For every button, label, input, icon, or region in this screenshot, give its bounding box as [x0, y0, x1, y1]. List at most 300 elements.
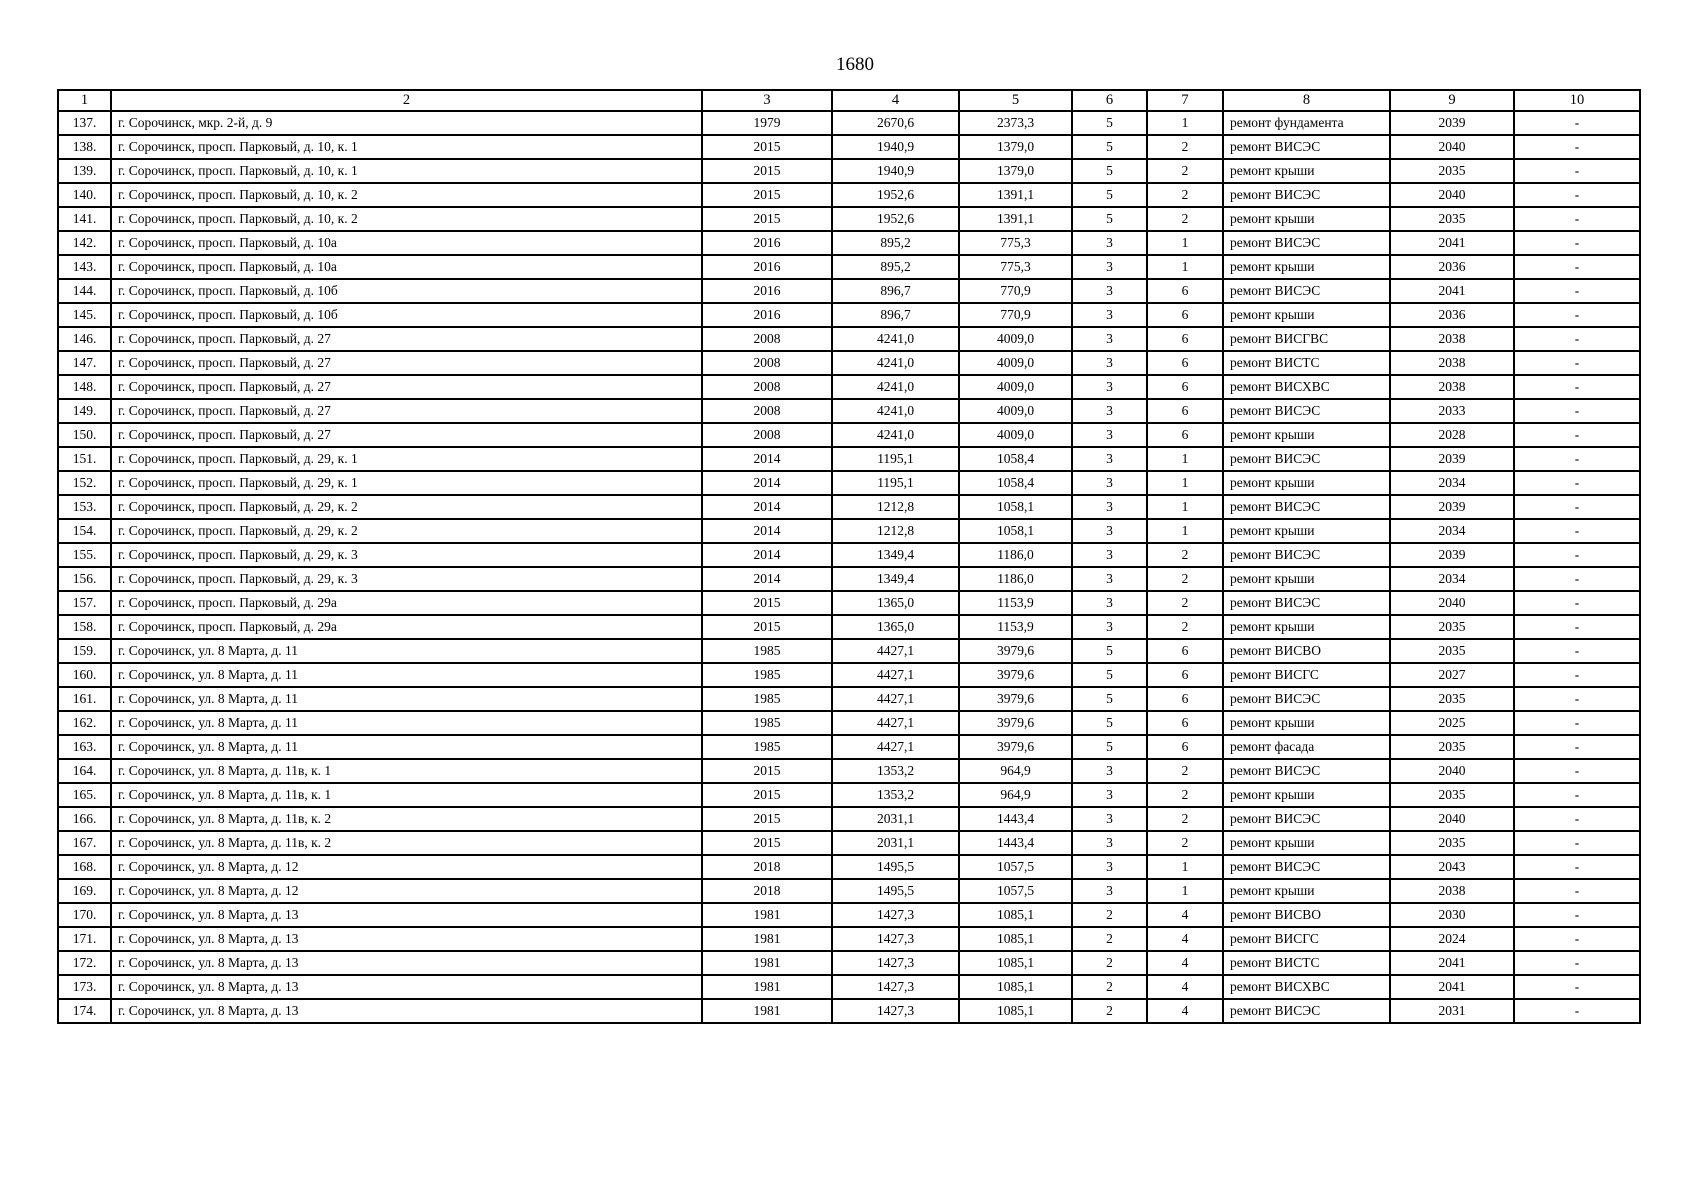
cell-year-built: 2015 — [702, 831, 832, 855]
cell-address: г. Сорочинск, ул. 8 Марта, д. 11 — [111, 687, 702, 711]
column-header-8: 8 — [1223, 90, 1390, 111]
cell-year-built: 2016 — [702, 303, 832, 327]
cell-address: г. Сорочинск, просп. Парковый, д. 10, к. 1 — [111, 159, 702, 183]
cell-year-built: 2016 — [702, 279, 832, 303]
cell-planned-year: 2035 — [1390, 615, 1514, 639]
cell-address: г. Сорочинск, просп. Парковый, д. 27 — [111, 375, 702, 399]
cell-year-built: 2018 — [702, 855, 832, 879]
cell-living-area: 1443,4 — [959, 831, 1072, 855]
cell-floors: 3 — [1072, 519, 1147, 543]
cell-work-type: ремонт ВИСВО — [1223, 903, 1390, 927]
cell-address: г. Сорочинск, просп. Парковый, д. 29, к. 1 — [111, 471, 702, 495]
cell-living-area: 1058,4 — [959, 471, 1072, 495]
cell-living-area: 1085,1 — [959, 975, 1072, 999]
cell-work-type: ремонт ВИСЭС — [1223, 855, 1390, 879]
cell-note: - — [1514, 903, 1640, 927]
cell-planned-year: 2031 — [1390, 999, 1514, 1023]
cell-address: г. Сорочинск, просп. Парковый, д. 27 — [111, 327, 702, 351]
cell-year-built: 2008 — [702, 423, 832, 447]
cell-total-area: 4241,0 — [832, 351, 959, 375]
cell-total-area: 4427,1 — [832, 711, 959, 735]
cell-entrances: 2 — [1147, 783, 1223, 807]
cell-entrances: 2 — [1147, 183, 1223, 207]
cell-address: г. Сорочинск, ул. 8 Марта, д. 12 — [111, 855, 702, 879]
cell-work-type: ремонт крыши — [1223, 423, 1390, 447]
cell-work-type: ремонт ВИСЭС — [1223, 687, 1390, 711]
cell-year-built: 2015 — [702, 183, 832, 207]
cell-work-type: ремонт крыши — [1223, 879, 1390, 903]
cell-total-area: 1365,0 — [832, 615, 959, 639]
cell-entrances: 1 — [1147, 447, 1223, 471]
table-row — [58, 207, 1640, 231]
cell-planned-year: 2040 — [1390, 759, 1514, 783]
cell-note: - — [1514, 711, 1640, 735]
cell-year-built: 2014 — [702, 567, 832, 591]
table-row — [58, 999, 1640, 1023]
table-row — [58, 159, 1640, 183]
cell-living-area: 1058,1 — [959, 495, 1072, 519]
cell-row-number: 174. — [58, 999, 111, 1023]
cell-row-number: 140. — [58, 183, 111, 207]
cell-note: - — [1514, 135, 1640, 159]
table-row — [58, 255, 1640, 279]
cell-entrances: 6 — [1147, 303, 1223, 327]
cell-address: г. Сорочинск, ул. 8 Марта, д. 11в, к. 2 — [111, 807, 702, 831]
cell-year-built: 1981 — [702, 999, 832, 1023]
cell-planned-year: 2035 — [1390, 783, 1514, 807]
cell-entrances: 1 — [1147, 495, 1223, 519]
cell-floors: 3 — [1072, 615, 1147, 639]
cell-living-area: 1085,1 — [959, 999, 1072, 1023]
cell-year-built: 1985 — [702, 711, 832, 735]
cell-work-type: ремонт крыши — [1223, 519, 1390, 543]
cell-address: г. Сорочинск, просп. Парковый, д. 10, к. 2 — [111, 207, 702, 231]
cell-floors: 3 — [1072, 831, 1147, 855]
cell-entrances: 2 — [1147, 135, 1223, 159]
cell-entrances: 4 — [1147, 951, 1223, 975]
cell-work-type: ремонт ВИСТС — [1223, 951, 1390, 975]
cell-entrances: 1 — [1147, 519, 1223, 543]
cell-note: - — [1514, 111, 1640, 135]
cell-planned-year: 2041 — [1390, 975, 1514, 999]
cell-address: г. Сорочинск, ул. 8 Марта, д. 13 — [111, 975, 702, 999]
cell-planned-year: 2040 — [1390, 183, 1514, 207]
cell-floors: 5 — [1072, 687, 1147, 711]
cell-entrances: 2 — [1147, 615, 1223, 639]
cell-work-type: ремонт ВИСГС — [1223, 927, 1390, 951]
cell-year-built: 1985 — [702, 639, 832, 663]
table-row — [58, 807, 1640, 831]
cell-floors: 3 — [1072, 399, 1147, 423]
table-row — [58, 375, 1640, 399]
cell-entrances: 6 — [1147, 327, 1223, 351]
cell-address: г. Сорочинск, ул. 8 Марта, д. 11в, к. 1 — [111, 783, 702, 807]
cell-note: - — [1514, 207, 1640, 231]
cell-floors: 5 — [1072, 135, 1147, 159]
cell-total-area: 1495,5 — [832, 879, 959, 903]
cell-floors: 3 — [1072, 279, 1147, 303]
table-row — [58, 303, 1640, 327]
cell-row-number: 157. — [58, 591, 111, 615]
cell-floors: 5 — [1072, 711, 1147, 735]
registry-table — [57, 89, 1641, 1024]
table-row — [58, 111, 1640, 135]
cell-entrances: 2 — [1147, 759, 1223, 783]
cell-address: г. Сорочинск, ул. 8 Марта, д. 11 — [111, 639, 702, 663]
table-row — [58, 927, 1640, 951]
cell-year-built: 2015 — [702, 807, 832, 831]
cell-planned-year: 2025 — [1390, 711, 1514, 735]
table-row — [58, 423, 1640, 447]
cell-year-built: 2015 — [702, 135, 832, 159]
cell-planned-year: 2035 — [1390, 687, 1514, 711]
cell-living-area: 3979,6 — [959, 711, 1072, 735]
table-row — [58, 711, 1640, 735]
cell-living-area: 1085,1 — [959, 951, 1072, 975]
cell-floors: 3 — [1072, 783, 1147, 807]
cell-year-built: 1979 — [702, 111, 832, 135]
cell-work-type: ремонт ВИСХВС — [1223, 375, 1390, 399]
cell-total-area: 1427,3 — [832, 903, 959, 927]
cell-work-type: ремонт ВИСЭС — [1223, 759, 1390, 783]
table-row — [58, 639, 1640, 663]
cell-row-number: 150. — [58, 423, 111, 447]
cell-planned-year: 2035 — [1390, 159, 1514, 183]
cell-floors: 2 — [1072, 975, 1147, 999]
cell-living-area: 1391,1 — [959, 183, 1072, 207]
cell-year-built: 1981 — [702, 951, 832, 975]
cell-note: - — [1514, 855, 1640, 879]
table-row — [58, 615, 1640, 639]
cell-planned-year: 2039 — [1390, 495, 1514, 519]
cell-work-type: ремонт ВИСЭС — [1223, 591, 1390, 615]
cell-total-area: 1195,1 — [832, 471, 959, 495]
cell-row-number: 165. — [58, 783, 111, 807]
cell-year-built: 2015 — [702, 759, 832, 783]
cell-living-area: 1058,1 — [959, 519, 1072, 543]
cell-row-number: 153. — [58, 495, 111, 519]
cell-entrances: 4 — [1147, 903, 1223, 927]
cell-row-number: 166. — [58, 807, 111, 831]
cell-entrances: 4 — [1147, 927, 1223, 951]
cell-row-number: 138. — [58, 135, 111, 159]
cell-note: - — [1514, 399, 1640, 423]
table-row — [58, 183, 1640, 207]
cell-address: г. Сорочинск, просп. Парковый, д. 10, к. 2 — [111, 183, 702, 207]
cell-row-number: 156. — [58, 567, 111, 591]
cell-planned-year: 2041 — [1390, 231, 1514, 255]
cell-year-built: 1981 — [702, 903, 832, 927]
cell-planned-year: 2039 — [1390, 447, 1514, 471]
cell-note: - — [1514, 159, 1640, 183]
table-row — [58, 399, 1640, 423]
cell-floors: 3 — [1072, 447, 1147, 471]
table-row — [58, 351, 1640, 375]
cell-planned-year: 2024 — [1390, 927, 1514, 951]
cell-year-built: 2015 — [702, 591, 832, 615]
cell-year-built: 2014 — [702, 543, 832, 567]
cell-row-number: 146. — [58, 327, 111, 351]
cell-address: г. Сорочинск, ул. 8 Марта, д. 12 — [111, 879, 702, 903]
cell-row-number: 142. — [58, 231, 111, 255]
cell-total-area: 4241,0 — [832, 375, 959, 399]
cell-note: - — [1514, 783, 1640, 807]
cell-work-type: ремонт крыши — [1223, 471, 1390, 495]
cell-year-built: 2015 — [702, 783, 832, 807]
cell-year-built: 2014 — [702, 447, 832, 471]
cell-total-area: 896,7 — [832, 279, 959, 303]
cell-entrances: 4 — [1147, 999, 1223, 1023]
cell-entrances: 2 — [1147, 159, 1223, 183]
cell-living-area: 4009,0 — [959, 351, 1072, 375]
cell-total-area: 1495,5 — [832, 855, 959, 879]
cell-year-built: 2014 — [702, 519, 832, 543]
cell-year-built: 2014 — [702, 471, 832, 495]
cell-year-built: 2015 — [702, 207, 832, 231]
cell-total-area: 2031,1 — [832, 831, 959, 855]
cell-floors: 5 — [1072, 111, 1147, 135]
cell-floors: 3 — [1072, 879, 1147, 903]
cell-total-area: 1195,1 — [832, 447, 959, 471]
cell-work-type: ремонт крыши — [1223, 567, 1390, 591]
cell-row-number: 154. — [58, 519, 111, 543]
table-row — [58, 879, 1640, 903]
cell-work-type: ремонт крыши — [1223, 831, 1390, 855]
cell-entrances: 2 — [1147, 831, 1223, 855]
cell-living-area: 1085,1 — [959, 903, 1072, 927]
cell-living-area: 1085,1 — [959, 927, 1072, 951]
cell-address: г. Сорочинск, просп. Парковый, д. 29, к. 2 — [111, 519, 702, 543]
cell-total-area: 4427,1 — [832, 735, 959, 759]
cell-row-number: 158. — [58, 615, 111, 639]
cell-note: - — [1514, 255, 1640, 279]
cell-year-built: 2016 — [702, 231, 832, 255]
cell-floors: 2 — [1072, 951, 1147, 975]
cell-planned-year: 2033 — [1390, 399, 1514, 423]
table-row — [58, 735, 1640, 759]
table-row — [58, 759, 1640, 783]
table-row — [58, 327, 1640, 351]
cell-living-area: 1391,1 — [959, 207, 1072, 231]
cell-work-type: ремонт ВИСЭС — [1223, 999, 1390, 1023]
cell-planned-year: 2035 — [1390, 831, 1514, 855]
cell-address: г. Сорочинск, ул. 8 Марта, д. 11 — [111, 663, 702, 687]
cell-entrances: 6 — [1147, 399, 1223, 423]
cell-note: - — [1514, 495, 1640, 519]
cell-planned-year: 2027 — [1390, 663, 1514, 687]
cell-living-area: 964,9 — [959, 759, 1072, 783]
cell-note: - — [1514, 423, 1640, 447]
cell-address: г. Сорочинск, просп. Парковый, д. 27 — [111, 423, 702, 447]
cell-total-area: 1952,6 — [832, 183, 959, 207]
column-header-9: 9 — [1390, 90, 1514, 111]
cell-row-number: 145. — [58, 303, 111, 327]
cell-planned-year: 2041 — [1390, 951, 1514, 975]
cell-planned-year: 2038 — [1390, 879, 1514, 903]
cell-living-area: 1186,0 — [959, 567, 1072, 591]
cell-entrances: 6 — [1147, 735, 1223, 759]
cell-row-number: 162. — [58, 711, 111, 735]
table-row — [58, 279, 1640, 303]
table-row — [58, 855, 1640, 879]
cell-year-built: 2015 — [702, 615, 832, 639]
cell-planned-year: 2028 — [1390, 423, 1514, 447]
cell-floors: 3 — [1072, 471, 1147, 495]
cell-total-area: 1952,6 — [832, 207, 959, 231]
cell-total-area: 1349,4 — [832, 543, 959, 567]
cell-living-area: 2373,3 — [959, 111, 1072, 135]
cell-row-number: 151. — [58, 447, 111, 471]
cell-year-built: 2016 — [702, 255, 832, 279]
cell-address: г. Сорочинск, просп. Парковый, д. 10б — [111, 303, 702, 327]
cell-floors: 3 — [1072, 855, 1147, 879]
cell-floors: 2 — [1072, 927, 1147, 951]
cell-note: - — [1514, 351, 1640, 375]
cell-year-built: 2015 — [702, 159, 832, 183]
cell-work-type: ремонт ВИСЭС — [1223, 495, 1390, 519]
cell-living-area: 3979,6 — [959, 663, 1072, 687]
cell-note: - — [1514, 615, 1640, 639]
page-number: 1680 — [836, 54, 874, 75]
cell-total-area: 1427,3 — [832, 975, 959, 999]
cell-note: - — [1514, 927, 1640, 951]
cell-total-area: 1349,4 — [832, 567, 959, 591]
cell-planned-year: 2038 — [1390, 327, 1514, 351]
cell-living-area: 775,3 — [959, 231, 1072, 255]
cell-total-area: 1353,2 — [832, 759, 959, 783]
cell-row-number: 160. — [58, 663, 111, 687]
cell-address: г. Сорочинск, ул. 8 Марта, д. 11в, к. 2 — [111, 831, 702, 855]
cell-living-area: 4009,0 — [959, 399, 1072, 423]
table-row — [58, 447, 1640, 471]
cell-living-area: 1153,9 — [959, 591, 1072, 615]
table-row — [58, 591, 1640, 615]
cell-living-area: 1057,5 — [959, 855, 1072, 879]
cell-row-number: 143. — [58, 255, 111, 279]
cell-work-type: ремонт ВИСЭС — [1223, 279, 1390, 303]
cell-floors: 5 — [1072, 639, 1147, 663]
cell-note: - — [1514, 807, 1640, 831]
cell-note: - — [1514, 663, 1640, 687]
cell-year-built: 2014 — [702, 495, 832, 519]
cell-work-type: ремонт ВИСЭС — [1223, 183, 1390, 207]
cell-floors: 3 — [1072, 759, 1147, 783]
cell-total-area: 4241,0 — [832, 327, 959, 351]
cell-living-area: 770,9 — [959, 303, 1072, 327]
cell-planned-year: 2040 — [1390, 807, 1514, 831]
cell-work-type: ремонт крыши — [1223, 207, 1390, 231]
cell-planned-year: 2036 — [1390, 303, 1514, 327]
cell-year-built: 2008 — [702, 327, 832, 351]
cell-floors: 3 — [1072, 495, 1147, 519]
table-row — [58, 135, 1640, 159]
cell-floors: 3 — [1072, 303, 1147, 327]
cell-floors: 3 — [1072, 543, 1147, 567]
cell-planned-year: 2039 — [1390, 543, 1514, 567]
cell-living-area: 3979,6 — [959, 735, 1072, 759]
cell-planned-year: 2038 — [1390, 375, 1514, 399]
cell-row-number: 149. — [58, 399, 111, 423]
cell-note: - — [1514, 471, 1640, 495]
cell-entrances: 6 — [1147, 687, 1223, 711]
cell-note: - — [1514, 759, 1640, 783]
cell-planned-year: 2034 — [1390, 471, 1514, 495]
cell-entrances: 1 — [1147, 471, 1223, 495]
cell-entrances: 6 — [1147, 711, 1223, 735]
cell-planned-year: 2038 — [1390, 351, 1514, 375]
cell-living-area: 1379,0 — [959, 159, 1072, 183]
cell-floors: 5 — [1072, 183, 1147, 207]
cell-floors: 3 — [1072, 423, 1147, 447]
cell-work-type: ремонт крыши — [1223, 711, 1390, 735]
cell-living-area: 770,9 — [959, 279, 1072, 303]
cell-work-type: ремонт ВИСВО — [1223, 639, 1390, 663]
table-row — [58, 519, 1640, 543]
cell-year-built: 1981 — [702, 927, 832, 951]
cell-work-type: ремонт ВИСЭС — [1223, 399, 1390, 423]
cell-total-area: 4427,1 — [832, 639, 959, 663]
cell-address: г. Сорочинск, просп. Парковый, д. 10б — [111, 279, 702, 303]
cell-row-number: 137. — [58, 111, 111, 135]
cell-address: г. Сорочинск, просп. Парковый, д. 27 — [111, 351, 702, 375]
table-row — [58, 975, 1640, 999]
cell-note: - — [1514, 975, 1640, 999]
cell-year-built: 1981 — [702, 975, 832, 999]
cell-total-area: 1212,8 — [832, 495, 959, 519]
cell-total-area: 4241,0 — [832, 423, 959, 447]
cell-entrances: 1 — [1147, 231, 1223, 255]
cell-total-area: 1940,9 — [832, 135, 959, 159]
table-row — [58, 231, 1640, 255]
cell-note: - — [1514, 303, 1640, 327]
cell-planned-year: 2035 — [1390, 639, 1514, 663]
cell-entrances: 2 — [1147, 567, 1223, 591]
cell-row-number: 169. — [58, 879, 111, 903]
cell-note: - — [1514, 639, 1640, 663]
cell-total-area: 1427,3 — [832, 951, 959, 975]
cell-row-number: 144. — [58, 279, 111, 303]
table-row — [58, 543, 1640, 567]
cell-living-area: 1443,4 — [959, 807, 1072, 831]
cell-address: г. Сорочинск, ул. 8 Марта, д. 13 — [111, 951, 702, 975]
column-header-7: 7 — [1147, 90, 1223, 111]
cell-total-area: 1427,3 — [832, 927, 959, 951]
cell-total-area: 1353,2 — [832, 783, 959, 807]
table-row — [58, 951, 1640, 975]
column-header-10: 10 — [1514, 90, 1640, 111]
cell-living-area: 775,3 — [959, 255, 1072, 279]
cell-address: г. Сорочинск, просп. Парковый, д. 29а — [111, 615, 702, 639]
cell-address: г. Сорочинск, просп. Парковый, д. 29, к. 3 — [111, 543, 702, 567]
cell-living-area: 1153,9 — [959, 615, 1072, 639]
cell-address: г. Сорочинск, просп. Парковый, д. 10, к. 1 — [111, 135, 702, 159]
cell-address: г. Сорочинск, ул. 8 Марта, д. 13 — [111, 999, 702, 1023]
table-row — [58, 783, 1640, 807]
cell-address: г. Сорочинск, ул. 8 Марта, д. 11 — [111, 735, 702, 759]
cell-entrances: 6 — [1147, 279, 1223, 303]
header-row — [58, 90, 1640, 111]
cell-floors: 3 — [1072, 807, 1147, 831]
cell-year-built: 1985 — [702, 687, 832, 711]
cell-planned-year: 2041 — [1390, 279, 1514, 303]
cell-address: г. Сорочинск, просп. Парковый, д. 29, к. 1 — [111, 447, 702, 471]
cell-floors: 5 — [1072, 207, 1147, 231]
cell-work-type: ремонт фундамента — [1223, 111, 1390, 135]
cell-address: г. Сорочинск, просп. Парковый, д. 10а — [111, 255, 702, 279]
cell-address: г. Сорочинск, мкр. 2-й, д. 9 — [111, 111, 702, 135]
cell-floors: 5 — [1072, 735, 1147, 759]
cell-note: - — [1514, 447, 1640, 471]
